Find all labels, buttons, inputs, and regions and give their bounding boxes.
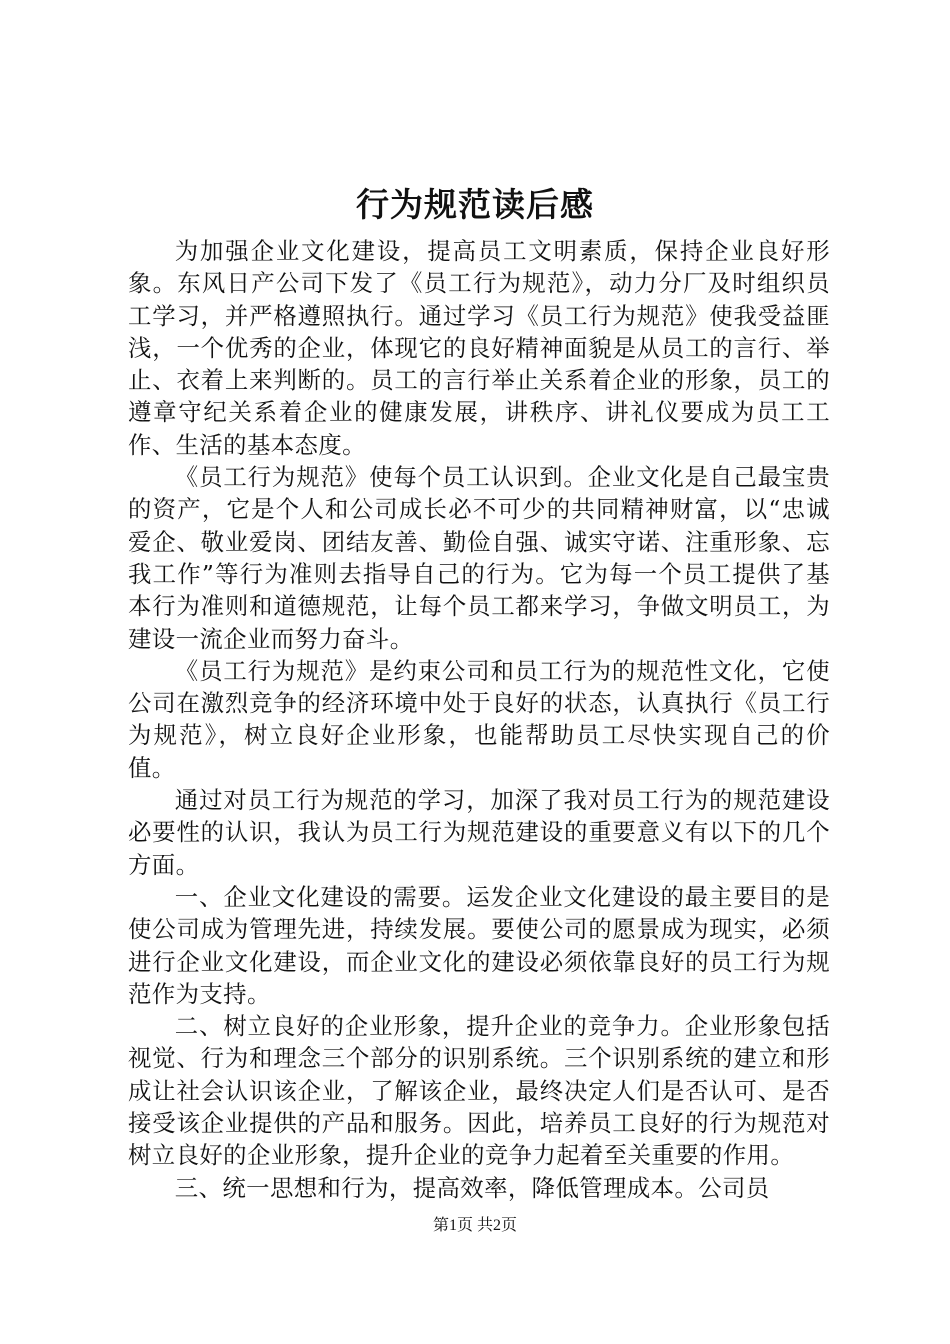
document-title: 行为规范读后感 — [356, 185, 594, 224]
paragraph: 三、统一思想和行为，提高效率，降低管理成本。公司员 — [174, 1173, 770, 1202]
paragraph: 为加强企业文化建设，提高员工文明素质，保持企业良好形象。东风日产公司下发了《员工行为规范》，动力分厂及时组织员工学习，并严格遵照执行。通过学习《员工行为规范》使我受益匪浅，一个优秀的企业，体现它的良好精神面貌是从员工的言行、举止、衣着上来判断的。员工的言行举止关系着企业的形象，员工的遵章守纪关系着企业的健康发展，讲秩序、讲礼仪要成为员工工作、生活的基本态度。 — [128, 237, 830, 459]
paragraph: 二、树立良好的企业形象，提升企业的竞争力。企业形象包括视觉、行为和理念三个部分的识别系统。三个识别系统的建立和形成让社会认识该企业，了解该企业，最终决定人们是否认可、是否接受该企业提供的产品和服务。因此，培养员工良好的行为规范对树立良好的企业形象，提升企业的竞争力起着至关重要的作用。 — [128, 1012, 830, 1170]
page-footer: 第1页 共2页 — [432, 1217, 517, 1234]
paragraph: 一、企业文化建设的需要。运发企业文化建设的最主要目的是使公司成为管理先进，持续发展。要使公司的愿景成为现实，必须进行企业文化建设，而企业文化的建设必须依靠良好的员工行为规范作为支持。 — [128, 882, 830, 1008]
paragraph: 通过对员工行为规范的学习，加深了我对员工行为的规范建设必要性的认识，我认为员工行为规范建设的重要意义有以下的几个方面。 — [128, 786, 830, 879]
document-body — [128, 235, 830, 1204]
paragraph: 《员工行为规范》是约束公司和员工行为的规范性文化，它使公司在激烈竞争的经济环境中处于良好的状态，认真执行《员工行为规范》，树立良好企业形象，也能帮助员工尽快实现自己的价值。 — [128, 656, 830, 782]
paragraph: 《员工行为规范》使每个员工认识到。企业文化是自己最宝贵的资产，它是个人和公司成长必不可少的共同精神财富，以“忠诚爱企、敬业爱岗、团结友善、勤俭自强、诚实守诺、注重形象、忘我工作”等行为准则去指导自己的行为。它为每一个员工提供了基本行为准则和道德规范，让每个员工都来学习，争做文明员工，为建设一流企业而努力奋斗。 — [128, 463, 830, 653]
